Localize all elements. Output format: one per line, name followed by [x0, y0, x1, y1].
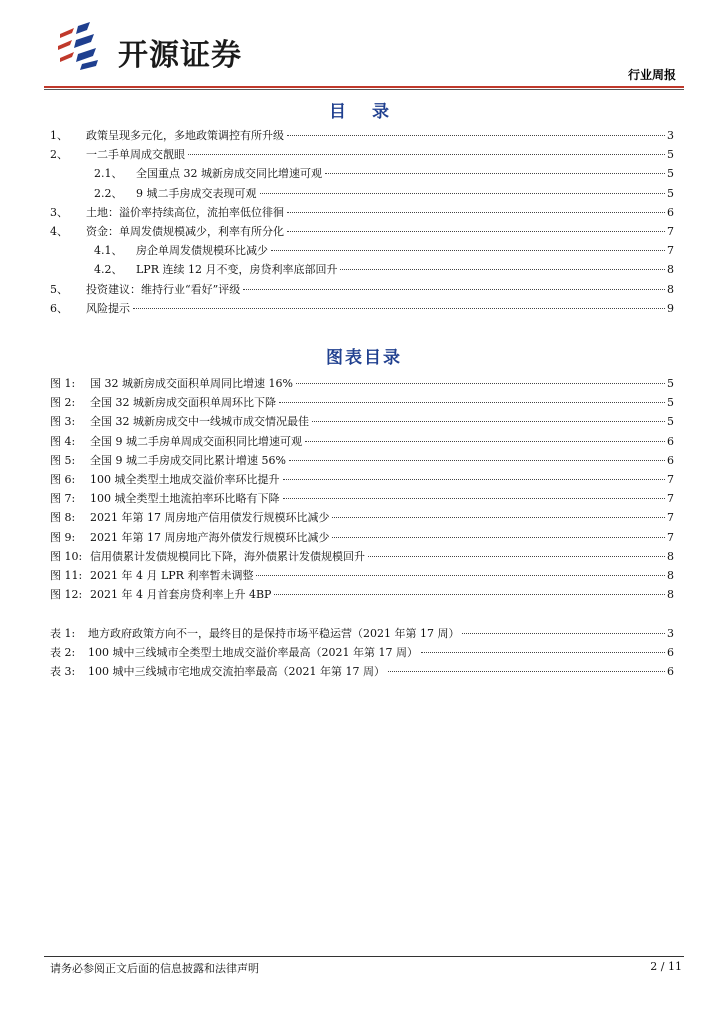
leader-dots	[388, 671, 665, 672]
leader-dots	[332, 517, 665, 518]
entry-page: 3	[667, 129, 674, 142]
leader-dots	[260, 193, 666, 194]
figure-entry[interactable]	[44, 432, 674, 451]
toc-entry[interactable]	[44, 280, 674, 299]
entry-title: 2021 年 4 月首套房贷利率上升 4BP	[90, 588, 272, 602]
entry-title: 2021 年 4 月 LPR 利率暂未调整	[90, 568, 254, 582]
entry-number: 3、	[50, 205, 68, 219]
entry-title: 全国 32 城新房成交中一线城市成交情况最佳	[90, 415, 309, 429]
footer-divider	[44, 956, 684, 957]
entry-number: 图 8:	[50, 511, 76, 525]
figure-entry[interactable]	[44, 489, 674, 508]
toc-entry[interactable]	[44, 299, 674, 318]
entry-page: 5	[667, 186, 674, 200]
header-divider	[44, 86, 684, 88]
figure-entry[interactable]	[44, 585, 674, 604]
entry-number: 4、	[50, 224, 68, 238]
leader-dots	[325, 173, 665, 174]
entry-page: 5	[667, 415, 674, 429]
entry-title: 信用债累计发债规模同比下降，海外债累计发债规模回升	[90, 549, 365, 563]
leader-dots	[340, 269, 665, 270]
brand-logo-text: 开源证券	[118, 38, 242, 73]
entry-title: 全国 9 城二手房单周成交面积同比增速可观	[90, 434, 302, 448]
entry-title: 国 32 城新房成交面积单周同比增速 16%	[90, 377, 293, 390]
leader-dots	[289, 460, 665, 461]
entry-title: 100 城中三线城市宅地成交流拍率最高（2021 年第 17 周）	[88, 665, 385, 679]
entry-page: 7	[667, 511, 674, 525]
entry-page: 6	[667, 434, 674, 448]
entry-number: 2.1、	[94, 167, 123, 181]
entry-page: 8	[667, 588, 674, 602]
leader-dots	[283, 498, 666, 499]
leader-dots	[421, 652, 665, 653]
footer-disclaimer: 请务必参阅正文后面的信息披露和法律声明	[50, 962, 259, 975]
entry-title: 100 城全类型土地流拍率环比略有下降	[90, 492, 280, 506]
leader-dots	[332, 537, 665, 538]
entry-title: 2021 年第 17 周房地产海外债发行规模环比减少	[90, 530, 330, 544]
entry-page: 7	[667, 492, 674, 506]
leader-dots	[368, 556, 665, 557]
entry-title: 地方政府政策方向不一，最终目的是保持市场平稳运营（2021 年第 17 周）	[88, 627, 460, 640]
entry-number: 表 2:	[50, 646, 76, 660]
figure-entry[interactable]	[44, 412, 674, 431]
entry-number: 图 3:	[50, 415, 76, 429]
leader-dots	[462, 633, 665, 634]
leader-dots	[305, 441, 665, 442]
entry-title: LPR 连续 12 月不变，房贷利率底部回升	[136, 263, 338, 277]
leader-dots	[271, 250, 665, 251]
entry-number: 图 6:	[50, 472, 76, 486]
leader-dots	[287, 135, 665, 136]
header-divider-thin	[44, 89, 684, 90]
entry-page: 9	[667, 301, 674, 315]
entry-number: 图 1:	[50, 377, 76, 390]
entry-page: 7	[667, 244, 674, 258]
leader-dots	[279, 402, 665, 403]
toc-entry[interactable]	[44, 203, 674, 222]
table-entry[interactable]	[44, 643, 674, 662]
leader-dots	[243, 289, 665, 290]
figures-list	[44, 374, 674, 604]
entry-title: 2021 年第 17 周房地产信用债发行规模环比减少	[90, 511, 330, 525]
entry-title: 100 城中三线城市全类型土地成交溢价率最高（2021 年第 17 周）	[88, 646, 418, 660]
page-header	[44, 12, 684, 88]
entry-number: 图 7:	[50, 492, 76, 506]
entry-number: 图 9:	[50, 530, 76, 544]
entry-page: 8	[667, 263, 674, 277]
leader-dots	[283, 479, 666, 480]
figure-entry[interactable]	[44, 470, 674, 489]
entry-title: 全国 32 城新房成交面积单周环比下降	[90, 396, 276, 410]
leader-dots	[312, 421, 665, 422]
page-number: 2 / 11	[650, 960, 682, 973]
entry-page: 8	[667, 549, 674, 563]
entry-title: 100 城全类型土地成交溢价率环比提升	[90, 472, 280, 486]
toc-entry[interactable]	[44, 145, 674, 164]
entry-page: 5	[667, 396, 674, 410]
table-entry[interactable]	[44, 662, 674, 681]
entry-number: 图 12:	[50, 588, 83, 602]
entry-page: 6	[667, 665, 674, 679]
entry-title: 政策呈现多元化，多地政策调控有所升级	[86, 129, 284, 142]
toc-entry[interactable]	[44, 260, 674, 279]
entry-page: 3	[667, 627, 674, 640]
leader-dots	[133, 308, 665, 309]
entry-number: 图 10:	[50, 549, 83, 563]
entry-page: 8	[667, 568, 674, 582]
entry-number: 图 5:	[50, 453, 76, 467]
entry-number: 图 2:	[50, 396, 76, 410]
entry-page: 7	[667, 224, 674, 238]
entry-page: 5	[667, 148, 674, 162]
leader-dots	[188, 154, 665, 155]
leader-dots	[274, 594, 665, 595]
leader-dots	[256, 575, 665, 576]
toc-entry[interactable]	[44, 184, 674, 203]
figure-entry[interactable]	[44, 374, 674, 393]
entry-title: 房企单周发债规模环比减少	[136, 244, 268, 258]
entry-page: 5	[667, 377, 674, 390]
table-entry[interactable]	[44, 624, 674, 643]
toc-entry[interactable]	[44, 222, 674, 241]
entry-number: 5、	[50, 282, 68, 296]
figure-entry[interactable]	[44, 508, 674, 527]
entry-page: 7	[667, 530, 674, 544]
figure-entry[interactable]	[44, 528, 674, 547]
entry-title: 资金：单周发债规模减少，利率有所分化	[86, 224, 284, 238]
toc-list	[44, 126, 674, 318]
entry-number: 表 3:	[50, 665, 76, 679]
entry-page: 7	[667, 472, 674, 486]
entry-title: 9 城二手房成交表现可观	[136, 186, 257, 200]
leader-dots	[287, 212, 665, 213]
entry-title: 全国 9 城二手房成交同比累计增速 56%	[90, 453, 286, 467]
entry-page: 6	[667, 453, 674, 467]
entry-number: 4.2、	[94, 263, 123, 277]
toc-entry[interactable]	[44, 241, 674, 260]
figures-toc-title: 图表目录	[326, 348, 402, 368]
toc-entry[interactable]	[44, 126, 674, 145]
figure-entry[interactable]	[44, 393, 674, 412]
entry-page: 8	[667, 282, 674, 296]
entry-title: 投资建议：维持行业“看好”评级	[86, 282, 241, 296]
entry-number: 6、	[50, 301, 68, 315]
entry-title: 全国重点 32 城新房成交同比增速可观	[136, 167, 322, 181]
figure-entry[interactable]	[44, 547, 674, 566]
leader-dots	[287, 231, 665, 232]
figure-entry[interactable]	[44, 566, 674, 585]
entry-number: 4.1、	[94, 244, 123, 258]
entry-title: 土地：溢价率持续高位，流拍率低位徘徊	[86, 205, 284, 219]
kaiyuan-logo-icon	[56, 20, 106, 70]
report-type-label: 行业周报	[627, 68, 676, 82]
entry-number: 图 4:	[50, 434, 76, 448]
entry-number: 2.2、	[94, 186, 123, 200]
entry-title: 一二手单周成交靓眼	[86, 148, 185, 162]
entry-page: 6	[667, 205, 674, 219]
entry-page: 6	[667, 646, 674, 660]
entry-number: 表 1:	[50, 627, 76, 640]
figure-entry[interactable]	[44, 451, 674, 470]
entry-title: 风险提示	[86, 301, 130, 315]
entry-number: 2、	[50, 148, 68, 162]
entry-number: 图 11:	[50, 568, 83, 582]
toc-title: 目 录	[329, 102, 399, 122]
entry-page: 5	[667, 167, 674, 181]
tables-list	[44, 624, 674, 682]
toc-entry[interactable]	[44, 164, 674, 183]
entry-number: 1、	[50, 129, 68, 142]
leader-dots	[296, 383, 665, 384]
